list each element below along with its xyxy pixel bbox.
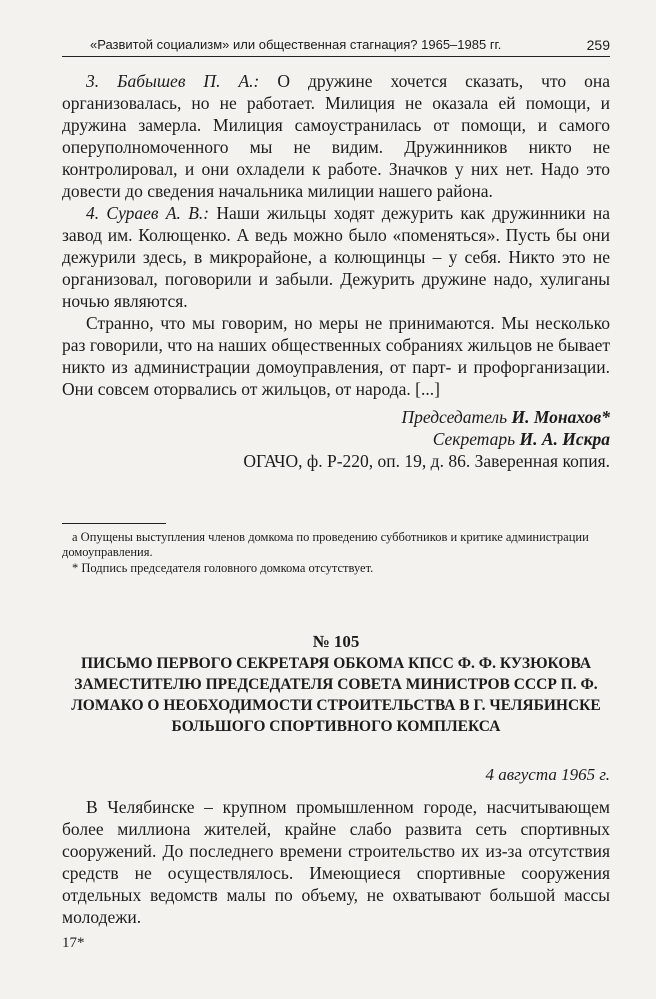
paragraph: В Челябинске – крупном промышленном городе, насчитывающем более миллиона жителей, крайне слабо развита сеть спортивных сооружений. До последнего времени строительство их из-за отсутствия средств не осуществлялось. Имеющиеся спортивные сооружения отдельных ведомств малы по объему, не охватывают большой массы молодежи.	[62, 797, 610, 927]
signature-role: Председатель	[401, 407, 508, 427]
main-text	[62, 70, 610, 472]
signature-name: И. А. Искра	[519, 429, 610, 449]
signature-secretary	[62, 428, 610, 450]
speaker: 4. Сураев А. В.:	[86, 203, 210, 223]
running-header	[62, 34, 610, 57]
document-text	[62, 796, 610, 928]
paragraph-text: Наши жильцы ходят дежурить как дружинники на завод им. Колющенко. А ведь можно было «поменяться». Пусть бы они дежурили здесь, в микрорайоне, а колющинцы – у себя. Никто это не организовал, поговорили и забыли. Дежурить дружине надо, хулиганы ночью являются.	[62, 203, 610, 311]
footnotes	[62, 530, 610, 577]
paragraph	[62, 312, 610, 400]
document-date: 4 августа 1965 г.	[485, 765, 610, 784]
footnote: * Подпись председателя головного домкома отсутствует.	[72, 561, 374, 575]
signature-name: И. Монахов*	[511, 407, 610, 427]
signature-role: Секретарь	[432, 429, 516, 449]
paragraph	[62, 202, 610, 312]
document-title: ПИСЬМО ПЕРВОГО СЕКРЕТАРЯ ОБКОМА КПСС Ф. Ф. КУЗЮКОВА ЗАМЕСТИТЕЛЮ ПРЕДСЕДАТЕЛЯ СОВЕТА МИНИСТРОВ СССР П. Ф. ЛОМАКО О НЕОБХОДИМОСТИ СТРОИТЕЛЬСТВА В Г. ЧЕЛЯБИНСКЕ БОЛЬШОГО СПОРТИВНОГО КОМПЛЕКСА	[71, 655, 601, 735]
footnote-divider	[62, 523, 166, 524]
footnote: а Опущены выступления членов домкома по проведению субботников и критике администрации домоуправления.	[62, 530, 589, 559]
speaker: 3. Бабышев П. А.:	[86, 71, 260, 91]
signature-mark: 17*	[62, 935, 85, 951]
paragraph-text: Странно, что мы говорим, но меры не принимаются. Мы несколько раз говорили, что на наших общественных собраниях жильцов не бывает никто из администрации домоуправления, от парт- и профорганизации. Они совсем оторвались от жильцов, от народа. [...]	[62, 313, 610, 399]
running-title: «Развитой социализм» или общественная стагнация? 1965–1985 гг.	[90, 37, 502, 52]
archive-reference: ОГАЧО, ф. Р-220, оп. 19, д. 86. Заверенная копия.	[243, 451, 610, 471]
paragraph-text: О дружине хочется сказать, что она организовалась, но не работает. Милиция не оказала ей помощи, и дружина замерла. Милиция самоустранилась от помощи, и самого оперуполномоченного мы не видим. Дружинников никто не контролировал, и они охладели к работе. Значков у них нет. Надо это довести до сведения начальника милиции нашего района.	[62, 71, 610, 201]
document-number: № 105	[312, 632, 360, 651]
page-number: 259	[586, 37, 610, 53]
paragraph	[62, 70, 610, 202]
signature-chairman	[62, 406, 610, 428]
